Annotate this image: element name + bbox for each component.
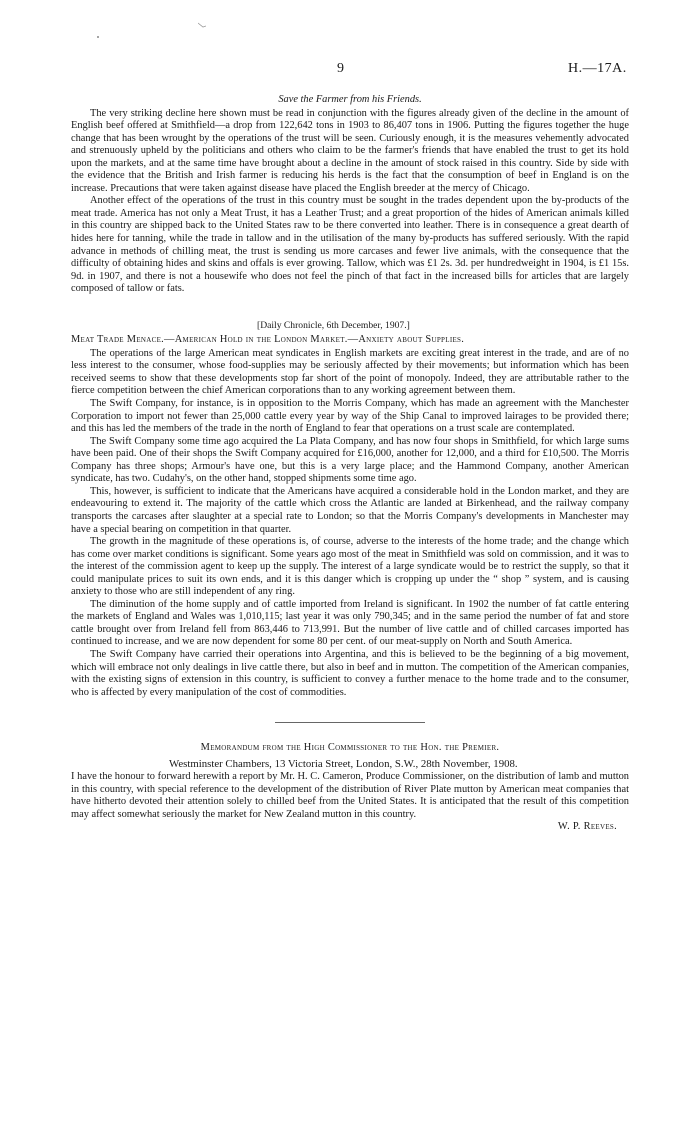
section-title: Save the Farmer from his Friends.	[278, 94, 422, 105]
paragraph: The growth in the magnitude of these operations is, of course, adverse to the interests of the home trade; and the change which has come over market conditions is significant. Some years ago most of the meat in Smithfield was sold on commission, and it was to the interest of the commission agent to keep up the supply. The interest of a large syndicate would be to restrict the supply, so that it could manipulate prices to suit its own ends, and it is this danger which is cropping up under the “ shop ” system, and is causing anxiety to those who are still independent of any ring.	[71, 536, 629, 598]
paragraph: This, however, is sufficient to indicate that the Americans have acquired a considerable hold in the London market, and they are endeavouring to extend it. The majority of the cattle which cross the Atlantic are landed at Birkenhead, and the railway company transports the carcases after slaughter at a special rate to London; so that the Morris Company's developments in Manchester may have a special bearing on competition in that quarter.	[71, 485, 629, 535]
paragraph: The Swift Company, for instance, is in opposition to the Morris Company, which has made an agreement with the Manchester Corporation to import not fewer than 25,000 cattle every year by way of the Ship Canal to improved lairages to be provided there; and this has led the members of the trade in the north of England to fear that operations on a trust scale are contemplated.	[71, 398, 629, 435]
source-citation: [Daily Chronicle, 6th December, 1907.]	[257, 319, 410, 331]
article-headline: Meat Trade Menace.—American Hold in the London Market.—Anxiety about Supplies.	[71, 334, 465, 346]
paragraph: The Swift Company have carried their operations into Argentina, and this is believed to be the beginning of a big movement, which will embrace not only dealings in live cattle there, but also in beef and in mutton. The competition of the American companies, with the existing signs of extension in this country, is sufficient to convey a further menace to the home trade and to the consumer, who is affected by every manipulation of the cost of commodities.	[71, 648, 629, 698]
page-body	[71, 94, 629, 834]
paragraph: The Swift Company some time ago acquired the La Plata Company, and has now four shops in Smithfield, for which large sums have been paid. One of their shops the Swift Company acquired for £16,000, another for 12,000, and a third for £10,500. The Morris Company has three shops; Armour's have one, but this is a very large place; and the Hammond Company, another American syndicate, has two. Cudahy's, on the other hand, stopped shipments some time ago.	[71, 435, 629, 485]
document-reference: H.—17A.	[568, 61, 627, 76]
paragraph: The very striking decline here shown must be read in conjunction with the figures already given of the decline in the amount of English beef offered at Smithfield—a drop from 122,642 tons in 1903 to 86,407 tons in 1906. Putting the figures together the huge change that has been wrought by the operations of the trust will be seen. Curiously enough, it is the measures vehemently advocated and strenuously upheld by the politicians and others who claim to be the farmer's friends that have enabled the trust to get its hold upon the markets, and at the same time have brought about a decline in the amount of stock raised in this country. Side by side with the evidence that the British and Irish farmer is reducing his herds is the fact that the consumption of beef in England is on the increase. Precautions that were taken against disease have placed the English breeder at the mercy of Chicago.	[71, 107, 629, 194]
paragraph: The diminution of the home supply and of cattle imported from Ireland is significant. In 1902 the number of fat cattle entering the markets of England and Wales was 1,010,115; last year it was only 790,345; and in the same period the number of fat and store cattle brought over from Ireland fell from 863,446 to 713,991. But the number of live cattle and of chilled carcases imported has continued to increase, and we are now dependent for some 80 per cent. of our meat-supply on North and South America.	[71, 598, 629, 648]
paragraph: The operations of the large American meat syndicates in English markets are exciting great interest in the trade, and are of no less interest to the consumer, whose food-supplies may be seriously affected by their movements; but information which has been received seems to show that these developments stop far short of the point of monopoly. Indeed, they are attributable rather to the fierce competition between the chief American corporations than to any working agreement between them.	[71, 347, 629, 397]
memo-body: I have the honour to forward herewith a report by Mr. H. C. Cameron, Produce Commissioner, on the distribution of lamb and mutton in this country, with special reference to the development of the distribution of River Plate mutton by American meat companies that have hitherto devoted their attention solely to chilled beef from the United States. It is anticipated that the result of this competition may affect somewhat seriously the market for New Zealand mutton in this country.	[71, 771, 629, 820]
stray-dot	[97, 36, 99, 38]
paragraph: Another effect of the operations of the trust in this country must be sought in the trades dependent upon the by-products of the meat trade. America has not only a Meat Trust, it has a Leather Trust; and a great proportion of the hides of American animals killed in this country are shipped back to the United States raw to be there converted into leather. There is in consequence a great dearth of hides here for tanning, while the trade in tallow and in the utilisation of the many by-products has suffered seriously. With the rapid advance in methods of chilling meat, the trust is sending us more carcases and fewer live animals, with the consequence that the difficulty of obtaining hides and skins and offals is ever growing. Tallow, which was £1 2s. 3d. per hundredweight in 1904, is £1 15s. 9d. in 1907, and there is not a housewife who does not feel the pinch of that fact in the increased bills for articles that are largely composed of tallow or fats.	[71, 195, 629, 295]
page-number: 9	[337, 61, 344, 76]
memo-title: Memorandum from the High Commissioner to the Hon. the Premier.	[200, 742, 500, 754]
stray-ink-mark	[198, 22, 206, 28]
memo-address: Westminster Chambers, 13 Victoria Street, London, S.W., 28th November, 1908.	[169, 757, 518, 770]
memo-signature: W. P. Reeves.	[557, 821, 617, 833]
